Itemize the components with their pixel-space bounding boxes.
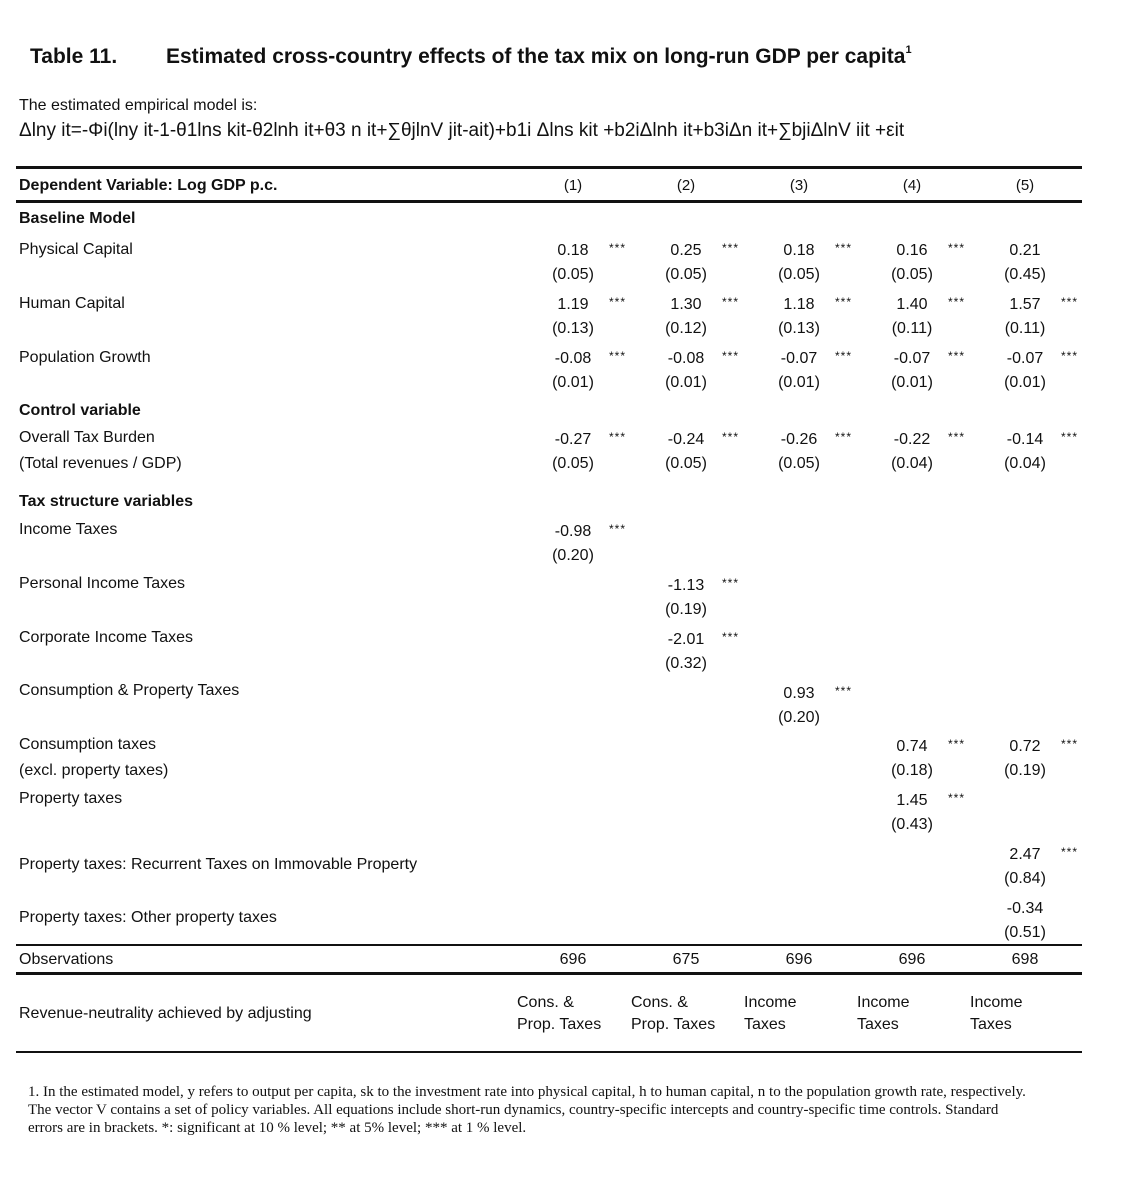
table-cell (870, 735, 966, 783)
table-cell (757, 428, 853, 476)
coefficient (644, 428, 740, 452)
revenue-line-2: Prop. Taxes (631, 1016, 716, 1033)
significance-stars: *** (722, 576, 740, 590)
standard-error: (0.11) (1004, 320, 1046, 337)
significance-stars: *** (948, 737, 966, 751)
coefficient (644, 347, 740, 371)
revenue-line-1: Income (857, 994, 910, 1011)
section-control-variable: Control variable (19, 402, 141, 419)
coefficient (983, 293, 1079, 317)
table-cell (531, 428, 627, 476)
coefficient (644, 574, 740, 598)
coefficient-value: 0.18 (783, 242, 815, 259)
top-rule (16, 166, 1082, 169)
table-cell (870, 239, 966, 287)
row-label: Income Taxes (19, 521, 118, 538)
coefficient (531, 347, 627, 371)
table-cell (983, 735, 1079, 783)
table-cell (983, 293, 1079, 341)
revenue-line-1: Income (970, 994, 1023, 1011)
significance-stars: *** (609, 241, 627, 255)
coefficient-value: -0.22 (893, 431, 931, 448)
standard-error: (0.13) (778, 320, 820, 337)
table-cell (983, 897, 1067, 945)
column-header-5: (5) (1015, 177, 1035, 194)
coefficient-value: 1.19 (557, 296, 589, 313)
revenue-neutrality-value (970, 992, 1022, 1036)
standard-error: (0.32) (665, 655, 707, 672)
significance-stars: *** (609, 430, 627, 444)
table-cell (870, 789, 966, 837)
coefficient (757, 428, 853, 452)
standard-error: (0.05) (891, 266, 933, 283)
observations-bottom-rule (16, 972, 1082, 975)
coefficient (870, 347, 966, 371)
revenue-neutrality-value (857, 992, 909, 1036)
standard-error: (0.05) (778, 455, 820, 472)
standard-error: (0.05) (665, 455, 707, 472)
significance-stars: *** (948, 791, 966, 805)
coefficient-value: -0.07 (780, 350, 818, 367)
coefficient (531, 428, 627, 452)
table-cell (757, 682, 853, 730)
coefficient (531, 239, 627, 263)
coefficient-value: 0.21 (1009, 242, 1041, 259)
table-title (30, 44, 912, 69)
model-equation: Δlny it=-Φi(lny it-1-θ1lns kit-θ2lnh it+θ3 n it+∑θjlnV jit-ait)+b1i Δlns kit +b2iΔlnh it+b3iΔn it+∑bjiΔlnV iit +εit (19, 120, 905, 141)
coefficient-value: -0.24 (667, 431, 705, 448)
coefficient-value: -0.14 (1006, 431, 1044, 448)
row-label: Physical Capital (19, 241, 133, 258)
significance-stars: *** (609, 295, 627, 309)
significance-stars: *** (948, 430, 966, 444)
coefficient-value: -0.07 (893, 350, 931, 367)
table-cell (644, 628, 740, 676)
row-label: Human Capital (19, 295, 125, 312)
coefficient (531, 293, 627, 317)
table-cell (644, 574, 740, 622)
coefficient-value: 1.30 (670, 296, 702, 313)
coefficient (983, 843, 1079, 867)
significance-stars: *** (722, 430, 740, 444)
observations-value: 698 (1011, 951, 1039, 968)
revenue-neutrality-value (631, 992, 715, 1036)
coefficient (870, 239, 966, 263)
table-cell (870, 293, 966, 341)
row-label: Consumption & Property Taxes (19, 682, 240, 699)
coefficient (644, 293, 740, 317)
revenue-line-2: Taxes (744, 1016, 786, 1033)
significance-stars: *** (835, 241, 853, 255)
table-cell (870, 428, 966, 476)
table-cell (531, 520, 627, 568)
coefficient (644, 239, 740, 263)
revenue-neutrality-value (744, 992, 796, 1036)
coefficient-value: 1.40 (896, 296, 928, 313)
observations-value: 696 (785, 951, 813, 968)
coefficient-value: 1.57 (1009, 296, 1041, 313)
observations-value: 675 (672, 951, 700, 968)
coefficient-value: -1.13 (667, 577, 705, 594)
coefficient-value: 0.74 (896, 738, 928, 755)
header-rule (16, 200, 1082, 203)
standard-error: (0.01) (552, 374, 594, 391)
standard-error: (0.18) (891, 762, 933, 779)
table-cell (983, 347, 1079, 395)
standard-error: (0.05) (552, 455, 594, 472)
coefficient-value: 0.72 (1009, 738, 1041, 755)
table-cell (644, 293, 740, 341)
standard-error: (0.19) (665, 601, 707, 618)
revenue-line-2: Prop. Taxes (517, 1016, 602, 1033)
row-label: Overall Tax Burden (19, 429, 155, 446)
standard-error: (0.84) (1004, 870, 1046, 887)
significance-stars: *** (835, 295, 853, 309)
standard-error: (0.12) (665, 320, 707, 337)
coefficient (870, 789, 966, 813)
observations-top-rule (16, 944, 1082, 946)
row-label: Personal Income Taxes (19, 575, 186, 592)
revenue-line-2: Taxes (857, 1016, 899, 1033)
coefficient-value: 0.18 (557, 242, 589, 259)
coefficient-value: 0.16 (896, 242, 928, 259)
table-cell (870, 347, 966, 395)
coefficient-value: 0.93 (783, 685, 815, 702)
revenue-line-1: Income (744, 994, 797, 1011)
table-cell (531, 293, 627, 341)
row-label: Corporate Income Taxes (19, 629, 194, 646)
significance-stars: *** (722, 630, 740, 644)
row-label: Population Growth (19, 349, 151, 366)
coefficient-value: 1.18 (783, 296, 815, 313)
revenue-neutrality-label: Revenue-neutrality achieved by adjusting (19, 1005, 312, 1022)
standard-error: (0.01) (891, 374, 933, 391)
standard-error: (0.01) (1004, 374, 1046, 391)
column-header-3: (3) (789, 177, 809, 194)
standard-error: (0.01) (778, 374, 820, 391)
standard-error: (0.04) (1004, 455, 1046, 472)
coefficient-value: -0.27 (554, 431, 592, 448)
coefficient (870, 428, 966, 452)
significance-stars: *** (722, 349, 740, 363)
coefficient (983, 428, 1079, 452)
observations-label: Observations (19, 951, 114, 968)
revenue-line-1: Cons. & (631, 994, 688, 1011)
significance-stars: *** (1061, 349, 1079, 363)
significance-stars: *** (948, 295, 966, 309)
significance-stars: *** (948, 241, 966, 255)
standard-error: (0.13) (552, 320, 594, 337)
standard-error: (0.04) (891, 455, 933, 472)
row-label: Property taxes: Recurrent Taxes on Immovable Property (19, 856, 418, 873)
standard-error: (0.11) (891, 320, 933, 337)
significance-stars: *** (835, 684, 853, 698)
table-cell (757, 239, 853, 287)
coefficient-value: 1.45 (896, 792, 928, 809)
coefficient (757, 239, 853, 263)
coefficient (531, 520, 627, 544)
standard-error: (0.43) (891, 816, 933, 833)
section-baseline-model: Baseline Model (19, 210, 136, 227)
coefficient (983, 239, 1067, 263)
significance-stars: *** (609, 522, 627, 536)
significance-stars: *** (835, 349, 853, 363)
coefficient (757, 293, 853, 317)
table-cell (644, 347, 740, 395)
dependent-variable-label: Dependent Variable: Log GDP p.c. (19, 177, 278, 194)
column-header-1: (1) (563, 177, 583, 194)
table-cell (531, 347, 627, 395)
significance-stars: *** (1061, 295, 1079, 309)
table-cell (983, 843, 1079, 891)
significance-stars: *** (835, 430, 853, 444)
significance-stars: *** (948, 349, 966, 363)
coefficient-value: 0.25 (670, 242, 702, 259)
coefficient-value: 2.47 (1009, 846, 1041, 863)
coefficient-value: -0.26 (780, 431, 818, 448)
title-footnote-marker: 1 (905, 44, 912, 56)
table-cell (983, 239, 1067, 287)
standard-error: (0.05) (552, 266, 594, 283)
table-cell (757, 347, 853, 395)
standard-error: (0.05) (778, 266, 820, 283)
revenue-line-1: Cons. & (517, 994, 574, 1011)
coefficient (870, 293, 966, 317)
standard-error: (0.45) (1004, 266, 1046, 283)
coefficient (870, 735, 966, 759)
row-label: Consumption taxes (19, 736, 156, 753)
row-label-continuation: (Total revenues / GDP) (19, 455, 182, 472)
coefficient (983, 897, 1067, 921)
standard-error: (0.05) (665, 266, 707, 283)
revenue-neutrality-value (517, 992, 601, 1036)
column-header-2: (2) (676, 177, 696, 194)
coefficient (983, 347, 1079, 371)
significance-stars: *** (722, 295, 740, 309)
standard-error: (0.51) (1004, 924, 1046, 941)
coefficient-value: -0.07 (1006, 350, 1044, 367)
revenue-line-2: Taxes (970, 1016, 1012, 1033)
row-label-continuation: (excl. property taxes) (19, 762, 169, 779)
observations-value: 696 (559, 951, 587, 968)
coefficient-value: -2.01 (667, 631, 705, 648)
coefficient-value: -0.08 (554, 350, 592, 367)
table-cell (983, 428, 1079, 476)
standard-error: (0.20) (778, 709, 820, 726)
standard-error: (0.20) (552, 547, 594, 564)
significance-stars: *** (1061, 737, 1079, 751)
column-header-4: (4) (902, 177, 922, 194)
significance-stars: *** (1061, 845, 1079, 859)
footnote: 1. In the estimated model, y refers to output per capita, sk to the investment rate into physical capital, h to human capital, n to the population growth rate, respectively. The vector V contains a set of policy variables. All equations include short-run dynamics, country-specific intercepts and country-specific time controls. Standard errors are in brackets. *: significant at 10 % level; ** at 5% level; *** at 1 % level. (28, 1084, 1026, 1136)
standard-error: (0.19) (1004, 762, 1046, 779)
section-tax-structure: Tax structure variables (19, 493, 194, 510)
model-label: The estimated empirical model is: (19, 97, 258, 114)
standard-error: (0.01) (665, 374, 707, 391)
bottom-rule (16, 1051, 1082, 1053)
coefficient-value: -0.34 (1006, 900, 1044, 917)
row-label: Property taxes (19, 790, 123, 807)
coefficient (644, 628, 740, 652)
observations-value: 696 (898, 951, 926, 968)
coefficient (983, 735, 1079, 759)
table-cell (644, 239, 740, 287)
table-cell (757, 293, 853, 341)
table-number: Table 11. (30, 45, 118, 68)
table-cell (531, 239, 627, 287)
significance-stars: *** (722, 241, 740, 255)
coefficient (757, 682, 853, 706)
coefficient-value: -0.98 (554, 523, 592, 540)
table-title-text: Estimated cross-country effects of the tax mix on long-run GDP per capita (166, 45, 906, 68)
table-cell (644, 428, 740, 476)
coefficient-value: -0.08 (667, 350, 705, 367)
row-label: Property taxes: Other property taxes (19, 909, 277, 926)
significance-stars: *** (1061, 430, 1079, 444)
significance-stars: *** (609, 349, 627, 363)
coefficient (757, 347, 853, 371)
